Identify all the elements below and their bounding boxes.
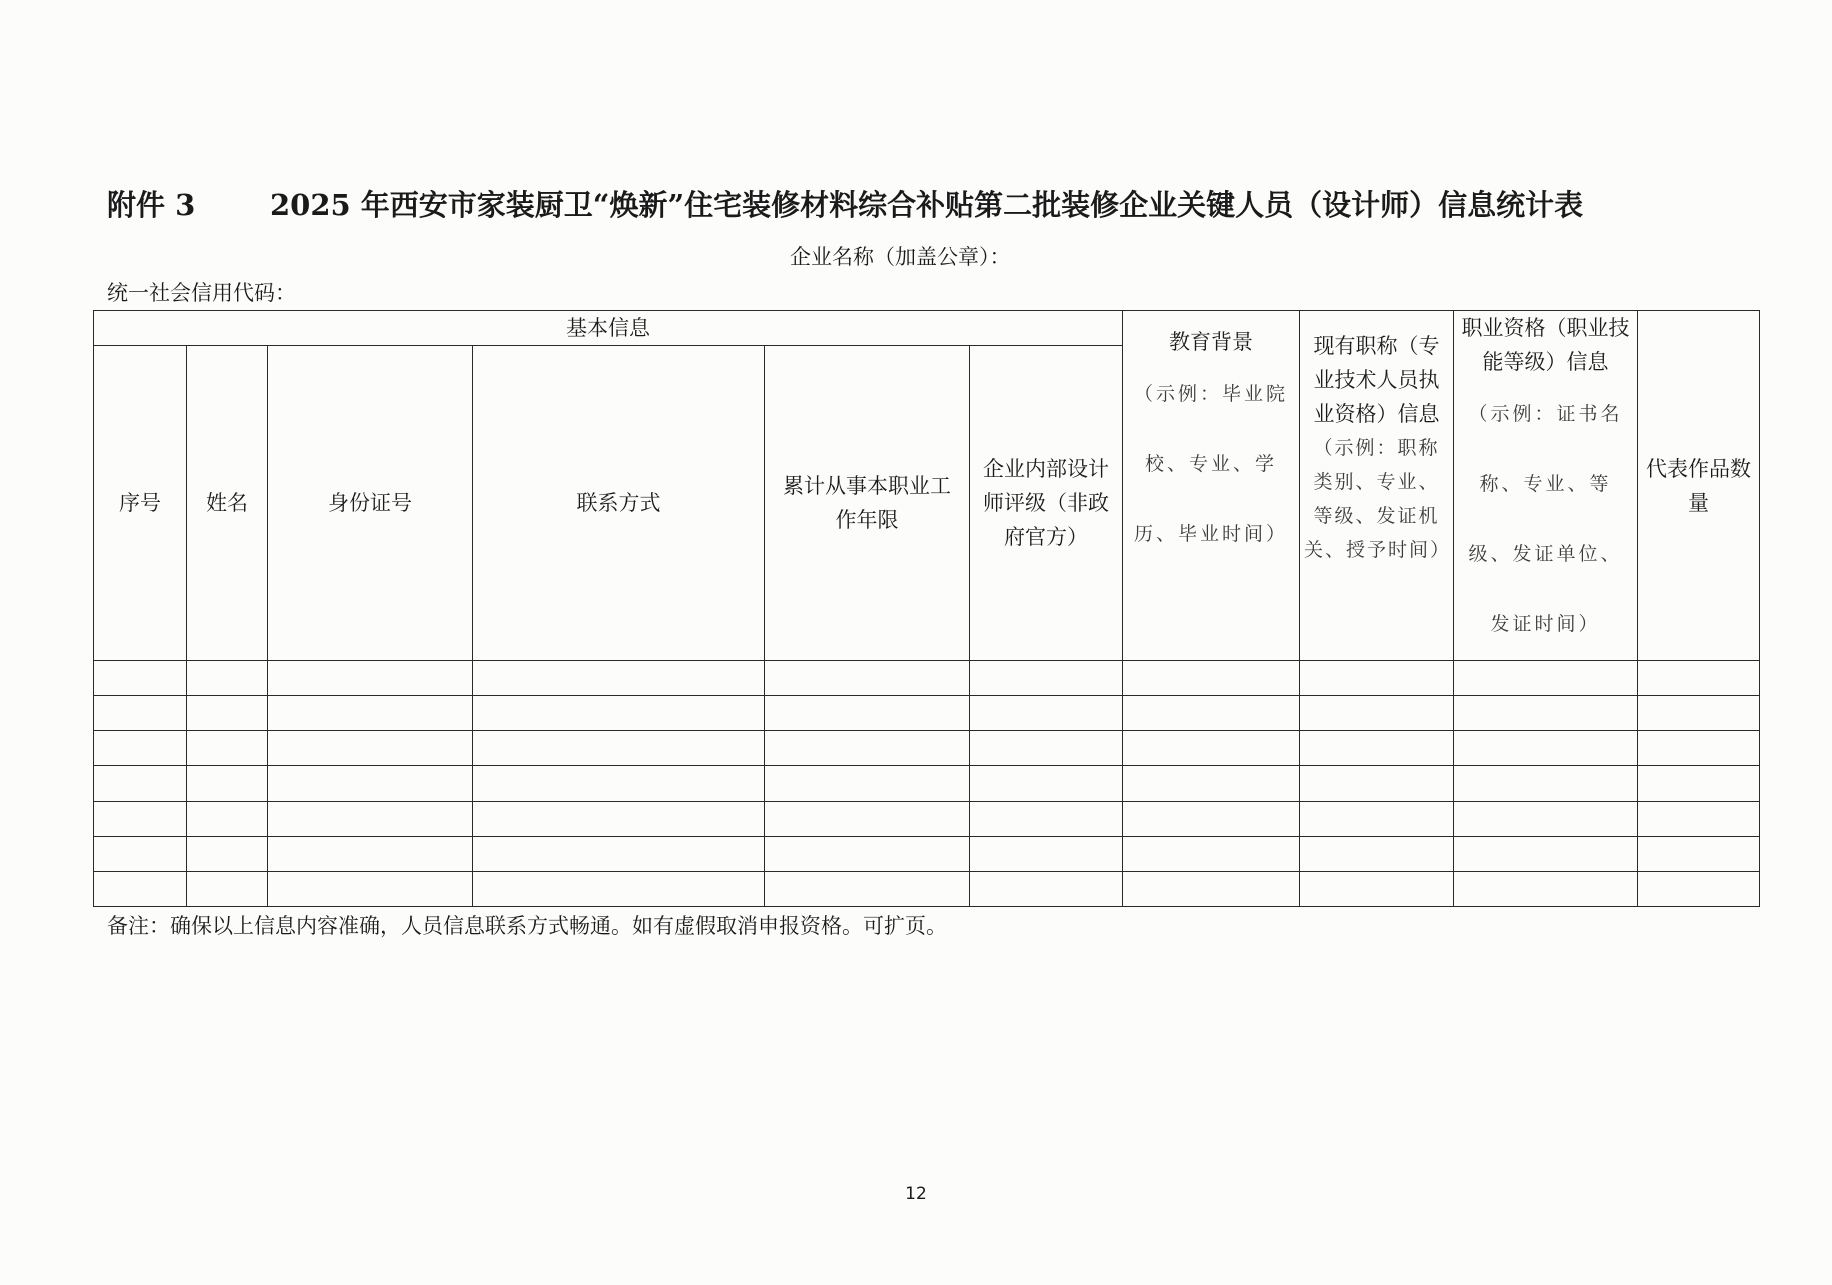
table-cell[interactable] xyxy=(1638,766,1760,801)
table-cell[interactable] xyxy=(473,731,765,766)
table-cell[interactable] xyxy=(94,801,187,836)
page-number: 12 xyxy=(905,1184,927,1204)
table-cell[interactable] xyxy=(473,871,765,906)
qualification-title: 职业资格（职业技能等级）信息 xyxy=(1461,316,1630,374)
table-cell[interactable] xyxy=(970,871,1123,906)
table-row xyxy=(94,766,1760,801)
table-cell[interactable] xyxy=(187,801,268,836)
table-cell[interactable] xyxy=(187,836,268,871)
table-cell[interactable] xyxy=(268,766,473,801)
id-number-header: 身份证号 xyxy=(268,346,473,661)
table-cell[interactable] xyxy=(1300,801,1454,836)
footer-note: 备注：确保以上信息内容准确，人员信息联系方式畅通。如有虚假取消申报资格。可扩页。 xyxy=(107,914,947,938)
table-cell[interactable] xyxy=(268,836,473,871)
table-cell[interactable] xyxy=(765,696,970,731)
attachment-label: 附件 3 xyxy=(107,188,196,222)
table-cell[interactable] xyxy=(94,696,187,731)
table-cell[interactable] xyxy=(1123,766,1300,801)
table-cell[interactable] xyxy=(1123,696,1300,731)
table-cell[interactable] xyxy=(1454,731,1638,766)
table-cell[interactable] xyxy=(94,836,187,871)
table-cell[interactable] xyxy=(970,766,1123,801)
table-cell[interactable] xyxy=(94,661,187,696)
table-cell[interactable] xyxy=(765,731,970,766)
table-cell[interactable] xyxy=(970,696,1123,731)
table-row xyxy=(94,801,1760,836)
years-header: 累计从事本职业工作年限 xyxy=(765,346,970,661)
table-cell[interactable] xyxy=(970,801,1123,836)
table-cell[interactable] xyxy=(1638,871,1760,906)
seq-header: 序号 xyxy=(94,346,187,661)
table-cell[interactable] xyxy=(1123,661,1300,696)
table-cell[interactable] xyxy=(1454,836,1638,871)
table-cell[interactable] xyxy=(1454,871,1638,906)
table-cell[interactable] xyxy=(1454,661,1638,696)
table-cell[interactable] xyxy=(268,801,473,836)
designer-info-table xyxy=(93,310,1760,907)
education-header xyxy=(1123,311,1300,661)
table-row xyxy=(94,661,1760,696)
professional-title-title: 现有职称（专业技术人员执业资格）信息 xyxy=(1313,334,1440,426)
table-cell[interactable] xyxy=(473,766,765,801)
table-cell[interactable] xyxy=(970,661,1123,696)
works-count-header: 代表作品数量 xyxy=(1638,311,1760,661)
table-cell[interactable] xyxy=(1300,871,1454,906)
contact-header: 联系方式 xyxy=(473,346,765,661)
qualification-example: （示例：证书名称、专业、等级、发证单位、发证时间） xyxy=(1468,403,1623,635)
table-cell[interactable] xyxy=(473,696,765,731)
table-cell[interactable] xyxy=(765,661,970,696)
table-cell[interactable] xyxy=(1300,661,1454,696)
table-cell[interactable] xyxy=(1454,801,1638,836)
table-row xyxy=(94,696,1760,731)
table-cell[interactable] xyxy=(1123,836,1300,871)
table-cell[interactable] xyxy=(1123,801,1300,836)
education-example: （示例：毕业院校、专业、学历、毕业时间） xyxy=(1133,383,1288,545)
table-row xyxy=(94,871,1760,906)
table-cell[interactable] xyxy=(765,871,970,906)
document-title-row xyxy=(107,182,1787,228)
table-cell[interactable] xyxy=(970,836,1123,871)
table-cell[interactable] xyxy=(1454,696,1638,731)
table-row xyxy=(94,731,1760,766)
table-cell[interactable] xyxy=(187,871,268,906)
company-name-label: 企业名称（加盖公章）： xyxy=(790,245,1011,269)
table-cell[interactable] xyxy=(473,836,765,871)
table-cell[interactable] xyxy=(187,731,268,766)
table-cell[interactable] xyxy=(1638,801,1760,836)
table-cell[interactable] xyxy=(187,661,268,696)
table-cell[interactable] xyxy=(970,731,1123,766)
table-cell[interactable] xyxy=(1123,731,1300,766)
education-title: 教育背景 xyxy=(1169,330,1253,354)
table-cell[interactable] xyxy=(268,696,473,731)
professional-title-example: （示例：职称类别、专业、等级、发证机关、授予时间） xyxy=(1304,437,1452,561)
table-cell[interactable] xyxy=(187,696,268,731)
table-cell[interactable] xyxy=(94,731,187,766)
table-cell[interactable] xyxy=(765,801,970,836)
table-cell[interactable] xyxy=(1300,731,1454,766)
professional-title-header xyxy=(1300,311,1454,661)
document-title: 2025 年西安市家装厨卫“焕新”住宅装修材料综合补贴第二批装修企业关键人员（设计师）信息统计表 xyxy=(270,188,1584,222)
name-header: 姓名 xyxy=(187,346,268,661)
table-cell[interactable] xyxy=(1300,766,1454,801)
table-cell[interactable] xyxy=(94,871,187,906)
qualification-header xyxy=(1454,311,1638,661)
credit-code-label: 统一社会信用代码： xyxy=(107,281,296,305)
table-cell[interactable] xyxy=(765,766,970,801)
table-cell[interactable] xyxy=(1300,836,1454,871)
table-cell[interactable] xyxy=(1638,731,1760,766)
basic-info-group-header: 基本信息 xyxy=(94,311,1123,346)
table-cell[interactable] xyxy=(1638,696,1760,731)
table-cell[interactable] xyxy=(473,661,765,696)
table-cell[interactable] xyxy=(1123,871,1300,906)
table-cell[interactable] xyxy=(94,766,187,801)
table-cell[interactable] xyxy=(268,871,473,906)
internal-grade-header: 企业内部设计师评级（非政府官方） xyxy=(970,346,1123,661)
table-cell[interactable] xyxy=(1300,696,1454,731)
table-cell[interactable] xyxy=(268,731,473,766)
table-row xyxy=(94,836,1760,871)
table-cell[interactable] xyxy=(473,801,765,836)
table-cell[interactable] xyxy=(765,836,970,871)
table-cell[interactable] xyxy=(268,661,473,696)
table-cell[interactable] xyxy=(1638,836,1760,871)
table-cell[interactable] xyxy=(187,766,268,801)
table-cell[interactable] xyxy=(1454,766,1638,801)
table-cell[interactable] xyxy=(1638,661,1760,696)
